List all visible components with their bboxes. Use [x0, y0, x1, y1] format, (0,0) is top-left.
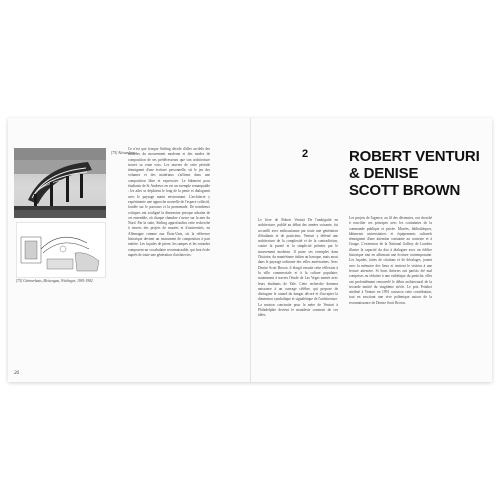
- right-page: [251, 118, 492, 382]
- caption-bottom: [75] Gärtnerhaus, Meisengau, Wielingen, 1981-1982: [16, 279, 93, 283]
- caption-top: [75] Alexandros ...: [111, 151, 139, 155]
- page-number: 26: [14, 371, 19, 376]
- site-plan-icon: [16, 222, 106, 278]
- right-page-body-column-2: Les projets de l'agence, au fil des décennies, ont cherché à concilier ces principes avec les contraintes de la commande publique et privée. Musées, bibliothèques, bâtiments universitaires et équipements culturels témoignent d'une attention constante au contexte et à l'usage. L'extension de la National Gallery de Londres illustre la capacité du duo à dialoguer avec un édifice historique tout en affirmant une écriture contemporaine. Les façades, faites de citations et de décalages, jouent avec la mémoire des lieux et invitent le visiteur à une lecture attentive. Si leurs théories ont parfois été mal comprises ou réduites à une esthétique du pastiche, elles ont profondément renouvelé le débat architectural de la seconde moitié du vingtième siècle. Le prix Pritzker attribué à Venturi en 1991 consacra cette contribution, tout en suscitant une vive polémique autour de la reconnaissance de Denise Scott Brown.: [349, 216, 432, 305]
- left-page-body-text: Ce n'est que lorsque Stirling décide d'aller au-delà des modèles du mouvement moderne et des modes de composition de ses prédécesseurs que son architecture trouve sa vraie voix. Les œuvres de cette période témoignent d'une écriture personnelle, où le jeu des volumes et des matériaux s'affirme dans une composition libre et expressive. Le bâtiment pour étudiants de St Andrews en est un exemple remarquable : les ailes se déploient le long de la pente et dialoguent avec le paysage marin environnant. L'architecte y expérimente une approche nouvelle de l'espace collectif, fondée sur le parcours et la promenade. De nombreux critiques ont souligné la dimension presque urbaine de cet ensemble, où chaque chambre s'ouvre sur la mer du Nord. Par la suite, Stirling approfondira cette recherche à travers des projets de musées et d'universités, en Allemagne comme aux États-Unis, où la référence historique devient un instrument de composition à part entière. Les façades de pierre, les rampes et les rotondes composent un vocabulaire reconnaissable, qui fera école auprès de toute une génération d'architectes.: [128, 147, 210, 257]
- left-page: [8, 118, 250, 382]
- right-page-body-column-1: Le livre de Robert Venturi De l'ambiguïté en architecture, publié au début des années soixante, fut accueilli avec enthousiasme par toute une génération d'étudiants et de praticiens. Venturi y défend une architecture de la complexité et de la contradiction, contre la pureté et la simplicité prônées par le mouvement moderne. Il puise ses exemples dans l'histoire, du maniérisme italien au baroque, mais aussi dans le paysage ordinaire des villes américaines. Avec Denise Scott Brown, il élargit ensuite cette réflexion à la ville commerciale et à la culture populaire, notamment à travers l'étude de Las Vegas menée avec leurs étudiants de Yale. Cette recherche donnera naissance à un ouvrage célèbre, qui propose de distinguer le canard du hangar décoré et d'accepter la dimension symbolique et signalétique de l'architecture. La maison construite pour la mère de Venturi à Philadelphie devient le manifeste construit de ces idées.: [258, 218, 338, 318]
- chapter-number: 2: [302, 148, 309, 160]
- building-photo-icon: [14, 148, 106, 218]
- book-spread: [8, 118, 492, 382]
- chapter-title: ROBERT VENTURI & DENISE SCOTT BROWN: [349, 148, 480, 199]
